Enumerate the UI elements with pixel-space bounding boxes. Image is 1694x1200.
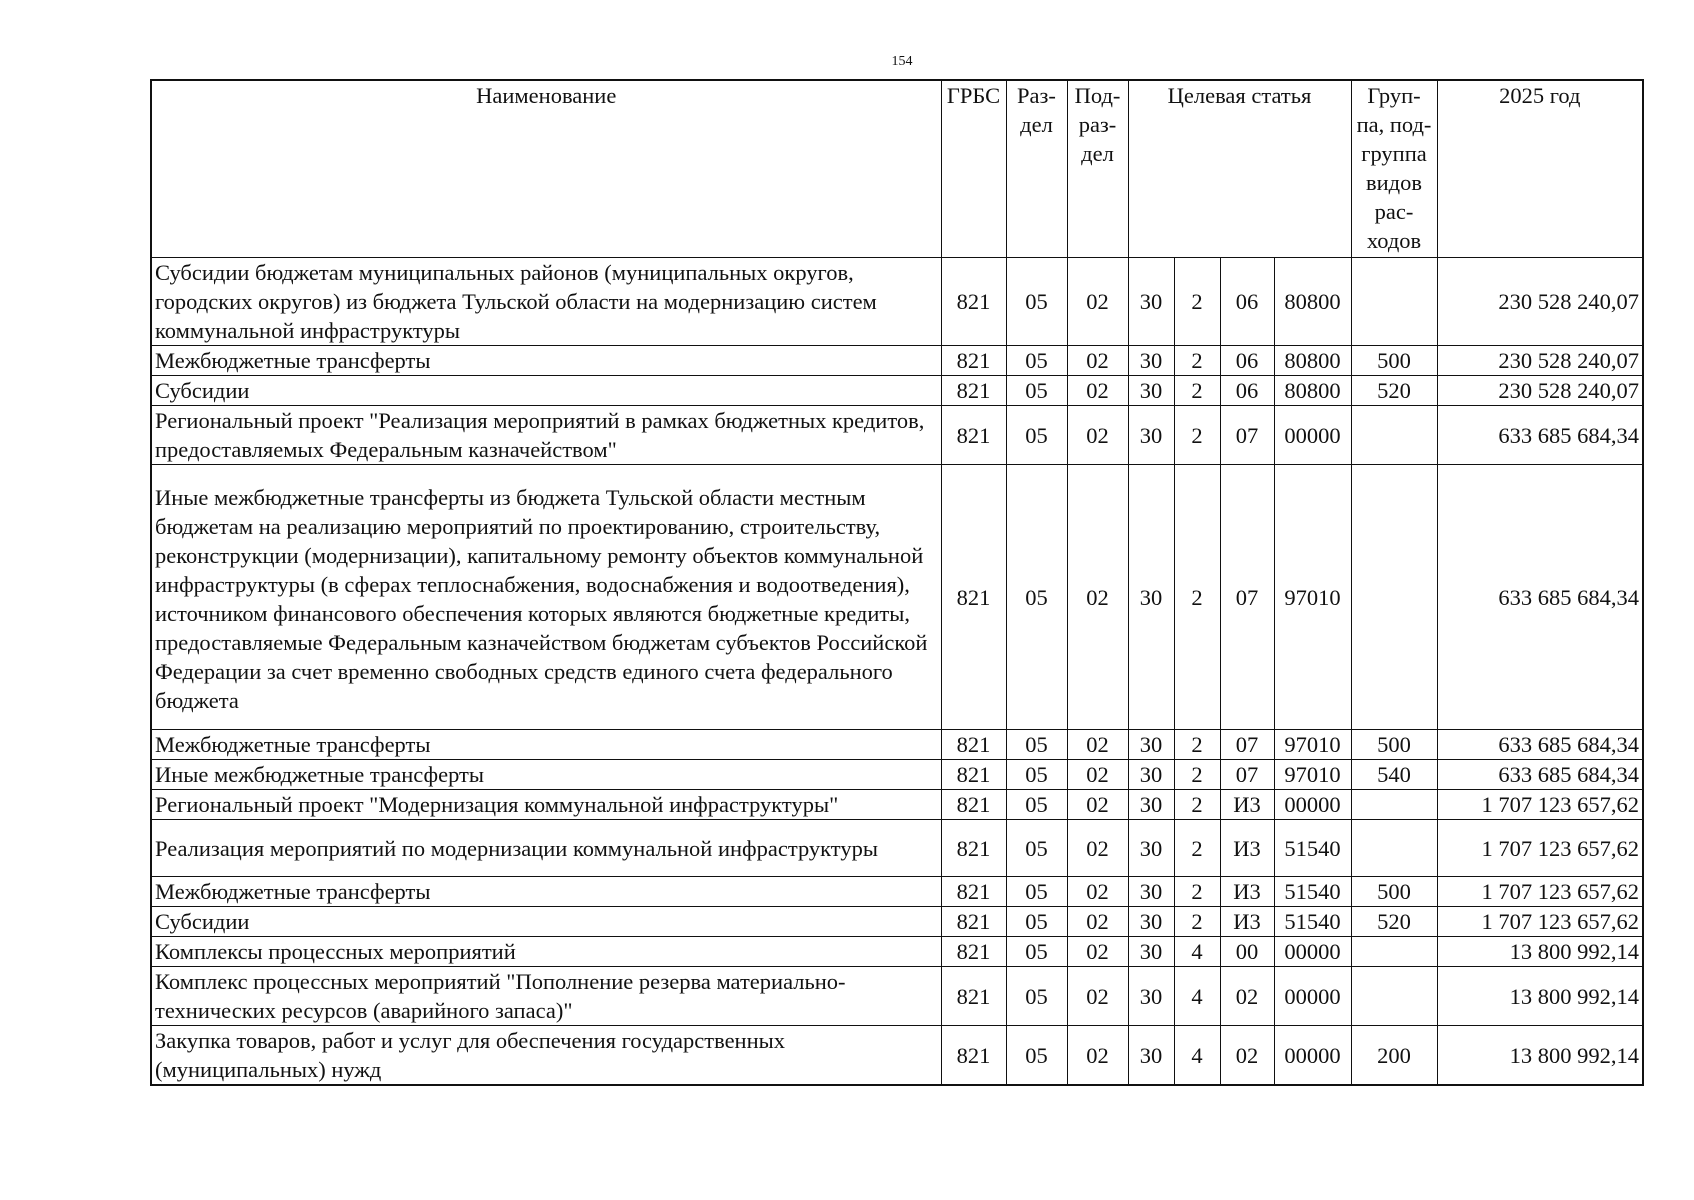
row-name: Межбюджетные трансферты [151, 877, 941, 907]
row-expense-group: 500 [1351, 730, 1437, 760]
row-podrazdel: 02 [1067, 820, 1128, 877]
row-target-type: 2 [1174, 790, 1220, 820]
row-target-type: 2 [1174, 877, 1220, 907]
row-target-direction: 51540 [1274, 907, 1351, 937]
row-grbs: 821 [941, 465, 1006, 730]
row-name: Комплексы процессных мероприятий [151, 937, 941, 967]
row-amount: 633 685 684,34 [1437, 406, 1643, 465]
row-target-item: 02 [1220, 967, 1274, 1026]
row-target-type: 4 [1174, 937, 1220, 967]
row-expense-group: 520 [1351, 907, 1437, 937]
row-razdel: 05 [1006, 820, 1067, 877]
row-amount: 633 685 684,34 [1437, 760, 1643, 790]
row-target-item: И3 [1220, 907, 1274, 937]
row-target-item: 02 [1220, 1026, 1274, 1086]
row-grbs: 821 [941, 820, 1006, 877]
row-target-direction: 51540 [1274, 820, 1351, 877]
row-expense-group: 520 [1351, 376, 1437, 406]
row-amount: 13 800 992,14 [1437, 1026, 1643, 1086]
row-grbs: 821 [941, 406, 1006, 465]
table-row [151, 465, 1643, 730]
row-expense-group [1351, 258, 1437, 346]
row-target-direction: 00000 [1274, 967, 1351, 1026]
row-amount: 13 800 992,14 [1437, 967, 1643, 1026]
row-amount: 633 685 684,34 [1437, 730, 1643, 760]
row-target-type: 2 [1174, 465, 1220, 730]
row-podrazdel: 02 [1067, 346, 1128, 376]
row-razdel: 05 [1006, 258, 1067, 346]
table-row [151, 790, 1643, 820]
table-row [151, 1026, 1643, 1086]
row-target-program: 30 [1128, 465, 1174, 730]
row-target-program: 30 [1128, 730, 1174, 760]
row-razdel: 05 [1006, 406, 1067, 465]
row-grbs: 821 [941, 1026, 1006, 1086]
row-amount: 230 528 240,07 [1437, 258, 1643, 346]
row-name: Субсидии [151, 907, 941, 937]
row-target-item: 07 [1220, 760, 1274, 790]
row-expense-group: 540 [1351, 760, 1437, 790]
page-number: 154 [891, 54, 913, 69]
row-target-type: 2 [1174, 907, 1220, 937]
row-razdel: 05 [1006, 376, 1067, 406]
row-target-program: 30 [1128, 1026, 1174, 1086]
row-expense-group: 200 [1351, 1026, 1437, 1086]
row-grbs: 821 [941, 258, 1006, 346]
row-target-program: 30 [1128, 967, 1174, 1026]
table-row [151, 376, 1643, 406]
row-amount: 1 707 123 657,62 [1437, 907, 1643, 937]
row-expense-group [1351, 465, 1437, 730]
row-razdel: 05 [1006, 465, 1067, 730]
row-target-direction: 51540 [1274, 877, 1351, 907]
row-name: Межбюджетные трансферты [151, 346, 941, 376]
row-target-type: 4 [1174, 967, 1220, 1026]
row-amount: 633 685 684,34 [1437, 465, 1643, 730]
row-grbs: 821 [941, 376, 1006, 406]
row-grbs: 821 [941, 730, 1006, 760]
row-target-direction: 97010 [1274, 465, 1351, 730]
row-target-program: 30 [1128, 258, 1174, 346]
row-podrazdel: 02 [1067, 877, 1128, 907]
row-name: Межбюджетные трансферты [151, 730, 941, 760]
row-amount: 1 707 123 657,62 [1437, 877, 1643, 907]
row-target-item: 06 [1220, 376, 1274, 406]
header-podrazdel: Под- раз- дел [1067, 80, 1128, 258]
row-target-type: 2 [1174, 406, 1220, 465]
table-row [151, 346, 1643, 376]
row-name: Закупка товаров, работ и услуг для обеспечения государственных (муниципальных) нужд [151, 1026, 941, 1086]
row-target-item: 06 [1220, 258, 1274, 346]
row-razdel: 05 [1006, 790, 1067, 820]
row-target-direction: 00000 [1274, 937, 1351, 967]
row-target-item: 07 [1220, 465, 1274, 730]
table-body [151, 258, 1643, 1086]
row-target-type: 2 [1174, 346, 1220, 376]
row-expense-group [1351, 967, 1437, 1026]
header-expense-group: Груп- па, под- группа видов рас- ходов [1351, 80, 1437, 258]
row-target-item: И3 [1220, 877, 1274, 907]
row-podrazdel: 02 [1067, 258, 1128, 346]
row-target-direction: 97010 [1274, 730, 1351, 760]
row-target-program: 30 [1128, 907, 1174, 937]
row-target-item: 06 [1220, 346, 1274, 376]
row-expense-group: 500 [1351, 877, 1437, 907]
row-amount: 230 528 240,07 [1437, 346, 1643, 376]
row-podrazdel: 02 [1067, 967, 1128, 1026]
row-razdel: 05 [1006, 877, 1067, 907]
row-target-direction: 00000 [1274, 790, 1351, 820]
row-podrazdel: 02 [1067, 465, 1128, 730]
row-grbs: 821 [941, 877, 1006, 907]
row-grbs: 821 [941, 790, 1006, 820]
row-target-program: 30 [1128, 406, 1174, 465]
row-target-type: 2 [1174, 820, 1220, 877]
row-target-direction: 80800 [1274, 346, 1351, 376]
row-grbs: 821 [941, 760, 1006, 790]
row-grbs: 821 [941, 907, 1006, 937]
table-row [151, 937, 1643, 967]
table-row [151, 877, 1643, 907]
table-row [151, 406, 1643, 465]
row-target-type: 4 [1174, 1026, 1220, 1086]
row-target-direction: 80800 [1274, 376, 1351, 406]
row-expense-group [1351, 790, 1437, 820]
row-target-direction: 00000 [1274, 406, 1351, 465]
row-razdel: 05 [1006, 907, 1067, 937]
row-podrazdel: 02 [1067, 907, 1128, 937]
row-podrazdel: 02 [1067, 376, 1128, 406]
row-name: Региональный проект "Модернизация коммунальной инфраструктуры" [151, 790, 941, 820]
row-podrazdel: 02 [1067, 730, 1128, 760]
row-target-program: 30 [1128, 820, 1174, 877]
row-grbs: 821 [941, 937, 1006, 967]
table-row [151, 907, 1643, 937]
row-target-program: 30 [1128, 376, 1174, 406]
header-target-article: Целевая статья [1128, 80, 1351, 258]
row-target-program: 30 [1128, 790, 1174, 820]
row-target-direction: 00000 [1274, 1026, 1351, 1086]
header-name: Наименование [151, 80, 941, 258]
table-row [151, 258, 1643, 346]
row-name: Реализация мероприятий по модернизации коммунальной инфраструктуры [151, 820, 941, 877]
row-expense-group [1351, 937, 1437, 967]
table-row [151, 967, 1643, 1026]
row-target-item: 07 [1220, 406, 1274, 465]
row-podrazdel: 02 [1067, 760, 1128, 790]
row-name: Комплекс процессных мероприятий "Пополнение резерва материально-технических ресурсов (аварийного запаса)" [151, 967, 941, 1026]
row-razdel: 05 [1006, 346, 1067, 376]
row-expense-group [1351, 820, 1437, 877]
row-razdel: 05 [1006, 1026, 1067, 1086]
table-row [151, 820, 1643, 877]
row-target-type: 2 [1174, 376, 1220, 406]
row-grbs: 821 [941, 346, 1006, 376]
row-target-direction: 97010 [1274, 760, 1351, 790]
row-target-direction: 80800 [1274, 258, 1351, 346]
row-target-program: 30 [1128, 937, 1174, 967]
row-name: Субсидии [151, 376, 941, 406]
row-target-type: 2 [1174, 730, 1220, 760]
row-expense-group: 500 [1351, 346, 1437, 376]
table-row [151, 730, 1643, 760]
row-name: Региональный проект "Реализация мероприятий в рамках бюджетных кредитов, предоставляемых Федеральным казначейством" [151, 406, 941, 465]
row-razdel: 05 [1006, 760, 1067, 790]
row-name: Иные межбюджетные трансферты из бюджета Тульской области местным бюджетам на реализацию мероприятий по проектированию, строительству, реконструкции (модернизации), капитальному ремонту объектов коммунальной инфраструктуры (в сферах теплоснабжения, водоснабжения и водоотведения), источником финансового обеспечения которых являются бюджетные кредиты, предоставляемые Федеральным казначейством бюджетам субъектов Российской Федерации за счет временно свободных средств единого счета федерального бюджета [151, 465, 941, 730]
budget-table [150, 79, 1644, 1086]
row-target-item: 07 [1220, 730, 1274, 760]
row-target-program: 30 [1128, 760, 1174, 790]
row-target-type: 2 [1174, 258, 1220, 346]
header-year-2025: 2025 год [1437, 80, 1643, 258]
row-name: Иные межбюджетные трансферты [151, 760, 941, 790]
row-target-program: 30 [1128, 877, 1174, 907]
row-podrazdel: 02 [1067, 937, 1128, 967]
row-razdel: 05 [1006, 967, 1067, 1026]
row-target-item: И3 [1220, 790, 1274, 820]
row-expense-group [1351, 406, 1437, 465]
row-target-type: 2 [1174, 760, 1220, 790]
row-amount: 1 707 123 657,62 [1437, 790, 1643, 820]
header-grbs: ГРБС [941, 80, 1006, 258]
row-target-item: И3 [1220, 820, 1274, 877]
table-header [151, 80, 1643, 258]
row-podrazdel: 02 [1067, 406, 1128, 465]
row-razdel: 05 [1006, 730, 1067, 760]
row-name: Субсидии бюджетам муниципальных районов (муниципальных округов, городских округов) из бюджета Тульской области на модернизацию систем коммунальной инфраструктуры [151, 258, 941, 346]
row-target-item: 00 [1220, 937, 1274, 967]
row-grbs: 821 [941, 967, 1006, 1026]
row-amount: 13 800 992,14 [1437, 937, 1643, 967]
header-razdel: Раз- дел [1006, 80, 1067, 258]
row-podrazdel: 02 [1067, 1026, 1128, 1086]
row-razdel: 05 [1006, 937, 1067, 967]
table-row [151, 760, 1643, 790]
row-amount: 230 528 240,07 [1437, 376, 1643, 406]
row-amount: 1 707 123 657,62 [1437, 820, 1643, 877]
row-target-program: 30 [1128, 346, 1174, 376]
row-podrazdel: 02 [1067, 790, 1128, 820]
